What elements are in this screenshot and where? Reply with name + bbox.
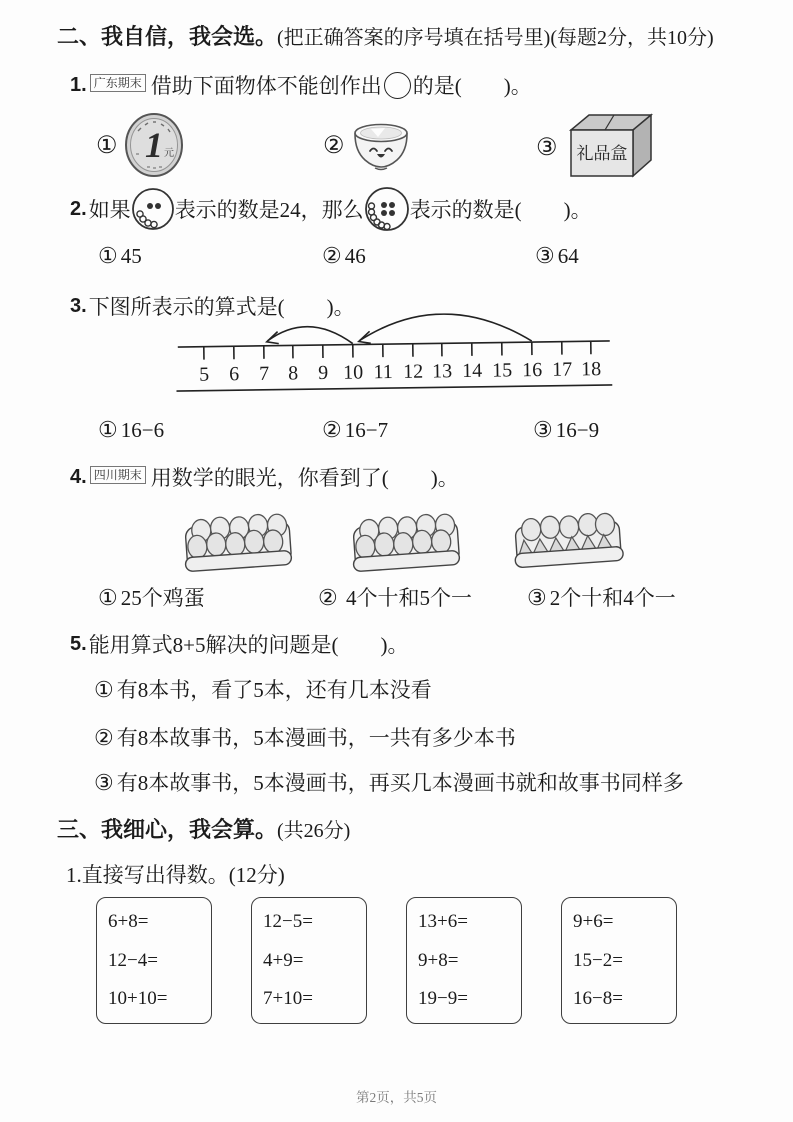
q3-text: 下图所表示的算式是( )。 — [88, 295, 355, 319]
q4-number: 4. — [70, 465, 87, 488]
option-circled-number: ② — [94, 725, 114, 750]
egg-carton-full-icon-1 — [182, 504, 294, 576]
section-calc-note: (共26分) — [277, 820, 351, 842]
q3-option-2 — [322, 417, 388, 443]
numberline-axis — [178, 341, 610, 347]
option-value: 64 — [557, 244, 579, 268]
calc-equation: 9+6= — [573, 911, 614, 932]
option-value: 有8本书，看了5本，还有几本没看 — [116, 678, 432, 702]
option-circled-number: ③ — [535, 243, 555, 268]
q4-text: 用数学的眼光，你看到了( )。 — [150, 466, 459, 490]
q2-option-3 — [535, 243, 579, 269]
calc-equation: 9+8= — [418, 949, 459, 971]
q3-number: 3. — [70, 294, 87, 317]
option-circled-number: ① — [98, 417, 118, 442]
option-circled-number: ① — [94, 677, 114, 702]
option-circled-number: ① — [98, 243, 118, 268]
numberline-tick-label: 15 — [492, 359, 513, 382]
calc-equation: 12−4= — [108, 949, 158, 971]
q2-text-3: 表示的数是( )。 — [409, 198, 592, 222]
calc-box-4 — [561, 897, 677, 1024]
arc-16-to-10 — [359, 313, 531, 344]
q4-option-1 — [98, 582, 205, 612]
q4-option-2 — [318, 582, 472, 612]
circle-shape-icon — [384, 72, 411, 99]
q5-text: 能用算式8+5解决的问题是( )。 — [88, 633, 409, 657]
counter-46-icon — [364, 186, 410, 232]
section-choice-header — [57, 20, 714, 51]
option-value: 16−7 — [344, 418, 389, 442]
q2-number: 2. — [70, 197, 87, 220]
q5-option-2 — [94, 722, 516, 752]
option-value: 有8本故事书，5本漫画书，再买几本漫画书就和故事书同样多 — [116, 771, 684, 795]
q3-option-3 — [533, 417, 599, 443]
q2-option-2 — [322, 243, 366, 269]
coin-unit: 元 — [164, 148, 174, 159]
calc-equation: 7+10= — [263, 988, 313, 1009]
calc-equation: 16−8= — [573, 988, 623, 1009]
option-value: 16−9 — [555, 418, 600, 442]
numberline-tick-label: 13 — [432, 360, 453, 383]
option-value: 有8本故事书，5本漫画书，一共有多少本书 — [116, 726, 516, 750]
numberline-figure — [175, 311, 612, 409]
q1-text-before: 借助下面物体不能创作出 — [150, 74, 382, 98]
calc-box-1 — [96, 897, 212, 1024]
numberline-tick-label: 5 — [199, 363, 210, 386]
bowl-icon — [351, 120, 411, 174]
numberline-tick-label: 14 — [462, 359, 483, 383]
numberline-tick-label: 6 — [229, 363, 240, 386]
question-1 — [70, 70, 532, 100]
option-value: 16−6 — [120, 418, 165, 442]
option-value: 2个十和4个一 — [549, 586, 676, 610]
numberline-tick-label: 8 — [288, 362, 299, 385]
calc-equation: 12−5= — [263, 911, 313, 932]
q1-number: 1. — [70, 73, 87, 96]
counter-24-icon — [131, 187, 175, 231]
option-value: 25个鸡蛋 — [120, 586, 205, 610]
q1-exam-tag: 广东期末 — [90, 74, 146, 92]
numberline-tick-label: 12 — [403, 360, 424, 383]
q5-number: 5. — [70, 632, 87, 655]
q2-option-1 — [98, 243, 142, 269]
option-circled-number: ③ — [533, 417, 553, 442]
q1-option-1-number: ① — [96, 133, 118, 159]
section-calc-header — [57, 813, 350, 844]
q2-text-2: 表示的数是24，那么 — [174, 198, 364, 222]
numberline-tick-label: 17 — [551, 358, 573, 381]
bowl-foot — [375, 168, 387, 170]
section-calc-title: 三、我细心，我会算。 — [57, 817, 278, 842]
section-choice-note: (把正确答案的序号填在括号里)(每题2分，共10分) — [277, 27, 714, 49]
q1-option-2-number: ② — [323, 133, 345, 159]
q1-option-3-number: ③ — [536, 135, 558, 161]
question-5 — [70, 629, 409, 659]
option-circled-number: ① — [98, 585, 118, 610]
section-choice-title: 二、我自信，我会选。 — [57, 24, 278, 49]
q4-option-3 — [527, 582, 676, 612]
calc-box-2 — [251, 897, 367, 1024]
egg-carton-full-icon-2 — [350, 504, 462, 576]
numberline-tick-label: 10 — [343, 361, 364, 384]
numberline-labels — [199, 358, 601, 386]
coin-digit: 1 — [145, 125, 163, 165]
numberline-tick-label: 9 — [318, 361, 329, 385]
calc-equation: 4+9= — [263, 949, 304, 971]
numberline-tick-label: 7 — [259, 362, 270, 385]
option-circled-number: ② — [318, 585, 338, 610]
giftbox-icon — [565, 110, 659, 180]
q4-exam-tag: 四川期末 — [90, 466, 146, 484]
calc-equation: 13+6= — [418, 911, 468, 932]
question-4 — [70, 462, 459, 492]
arc-10-to-7 — [268, 326, 353, 345]
q1-text-after: 的是( )。 — [412, 74, 532, 98]
q5-option-3 — [94, 767, 684, 797]
numberline-tick-label: 18 — [580, 358, 602, 381]
question-2 — [70, 186, 592, 232]
option-value: 45 — [120, 244, 142, 268]
option-circled-number: ② — [322, 243, 342, 268]
numberline-tick-label: 11 — [373, 361, 393, 384]
option-circled-number: ③ — [527, 585, 547, 610]
q5-option-1 — [94, 674, 432, 704]
numberline-baseline — [176, 385, 612, 391]
option-value: 4个十和5个一 — [340, 586, 472, 610]
calc-equation: 10+10= — [108, 988, 168, 1009]
calc-box-3 — [406, 897, 522, 1024]
page-footer: 第2页，共5页 — [356, 1090, 437, 1105]
q2-text-1: 如果 — [88, 198, 131, 222]
option-value: 46 — [344, 244, 366, 268]
calc-equation: 19−9= — [418, 988, 468, 1009]
calc-item-1-label: 1.直接写出得数。(12分) — [66, 863, 285, 887]
q3-option-1 — [98, 417, 164, 443]
calc-equation: 15−2= — [573, 949, 623, 971]
numberline-tick-label: 16 — [522, 358, 543, 382]
calc-equation: 6+8= — [108, 911, 149, 932]
option-circled-number: ② — [322, 417, 342, 442]
option-circled-number: ③ — [94, 770, 114, 795]
egg-carton-half-icon — [510, 506, 628, 574]
giftbox-label: 礼品盒 — [576, 144, 628, 163]
coin-icon — [123, 110, 185, 180]
